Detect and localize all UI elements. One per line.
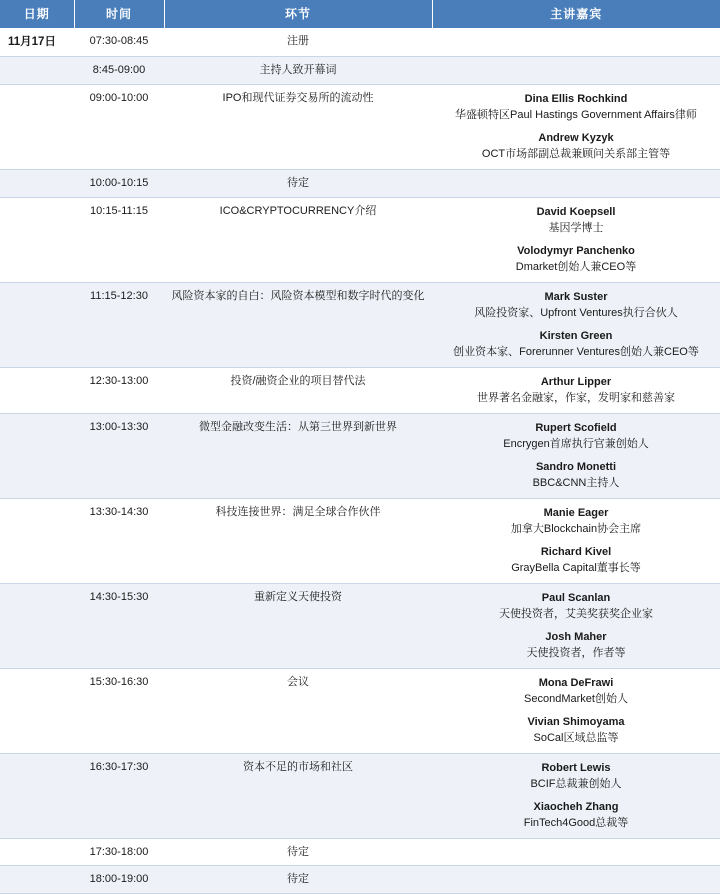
cell-session: ICO&CRYPTOCURRENCY介绍 — [164, 197, 432, 282]
cell-session: 待定 — [164, 838, 432, 866]
cell-date — [0, 583, 74, 668]
cell-time: 14:30-15:30 — [74, 583, 164, 668]
speaker-title: Encrygen首席执行官兼创始人 — [503, 438, 649, 451]
cell-speakers — [432, 866, 720, 894]
cell-time: 11:15-12:30 — [74, 282, 164, 367]
cell-time: 17:30-18:00 — [74, 838, 164, 866]
speaker-title: 基因学博士 — [548, 222, 604, 235]
cell-session: 待定 — [164, 866, 432, 894]
cell-session: IPO和现代证券交易所的流动性 — [164, 84, 432, 169]
speaker-entry — [436, 505, 716, 538]
speaker-name: Xiaocheh Zhang — [533, 800, 619, 813]
speaker-title: BCIF总裁兼创始人 — [530, 778, 622, 791]
speaker-title: 华盛顿特区Paul Hastings Government Affairs律师 — [455, 109, 697, 122]
table-row — [0, 197, 720, 282]
speaker-name: Arthur Lipper — [540, 375, 612, 388]
speaker-entry — [436, 799, 716, 832]
speaker-entry — [436, 675, 716, 708]
header-row — [0, 0, 720, 28]
speaker-name: Richard Kivel — [540, 545, 612, 558]
cell-speakers — [432, 413, 720, 498]
column-header-speaker: 主讲嘉宾 — [432, 0, 720, 28]
cell-date — [0, 367, 74, 413]
table-row — [0, 583, 720, 668]
cell-session: 注册 — [164, 28, 432, 56]
cell-time: 18:00-19:00 — [74, 866, 164, 894]
cell-session: 微型金融改变生活：从第三世界到新世界 — [164, 413, 432, 498]
speaker-title: 创业资本家、Forerunner Ventures创始人兼CEO等 — [453, 346, 699, 359]
speaker-entry — [436, 459, 716, 492]
cell-session: 风险资本家的自白：风险资本模型和数字时代的变化 — [164, 282, 432, 367]
table-row — [0, 28, 720, 56]
cell-speakers — [432, 753, 720, 838]
speaker-entry — [436, 130, 716, 163]
cell-time: 13:00-13:30 — [74, 413, 164, 498]
cell-speakers — [432, 583, 720, 668]
table-row — [0, 413, 720, 498]
cell-session: 重新定义天使投资 — [164, 583, 432, 668]
speaker-entry — [436, 629, 716, 662]
cell-session: 会议 — [164, 668, 432, 753]
cell-time: 8:45-09:00 — [74, 56, 164, 84]
cell-time: 07:30-08:45 — [74, 28, 164, 56]
cell-date — [0, 838, 74, 866]
speaker-entry — [436, 714, 716, 747]
cell-date — [0, 169, 74, 197]
cell-speakers — [432, 28, 720, 56]
column-header-time: 时间 — [74, 0, 164, 28]
speaker-entry — [436, 760, 716, 793]
cell-date — [0, 84, 74, 169]
table-row — [0, 282, 720, 367]
speaker-entry — [436, 420, 716, 453]
speaker-name: Dina Ellis Rochkind — [524, 92, 628, 105]
table-row — [0, 866, 720, 894]
speaker-name: Mona DeFrawi — [538, 676, 614, 689]
speaker-name: Paul Scanlan — [541, 591, 611, 604]
cell-time: 09:00-10:00 — [74, 84, 164, 169]
cell-speakers — [432, 838, 720, 866]
speaker-entry — [436, 328, 716, 361]
speaker-title: 天使投资者，作者等 — [526, 647, 626, 660]
table-row — [0, 498, 720, 583]
cell-time: 10:15-11:15 — [74, 197, 164, 282]
speaker-entry — [436, 289, 716, 322]
speaker-name: Mark Suster — [544, 290, 608, 303]
speaker-name: Rupert Scofield — [535, 421, 617, 434]
column-header-session: 环节 — [164, 0, 432, 28]
speaker-title: FinTech4Good总裁等 — [523, 817, 629, 830]
cell-speakers — [432, 498, 720, 583]
speaker-title: SoCal区域总监等 — [533, 732, 619, 745]
speaker-entry — [436, 204, 716, 237]
table-header — [0, 0, 720, 28]
table-row — [0, 367, 720, 413]
cell-speakers — [432, 668, 720, 753]
cell-session: 投资/融资企业的项目替代法 — [164, 367, 432, 413]
table-row — [0, 169, 720, 197]
cell-date: 11月17日 — [0, 28, 74, 56]
cell-date — [0, 753, 74, 838]
speaker-title: BBC&CNN主持人 — [532, 477, 620, 490]
cell-time: 16:30-17:30 — [74, 753, 164, 838]
cell-session: 资本不足的市场和社区 — [164, 753, 432, 838]
cell-speakers — [432, 169, 720, 197]
cell-session: 科技连接世界：满足全球合作伙伴 — [164, 498, 432, 583]
speaker-title: 加拿大Blockchain协会主席 — [510, 523, 642, 536]
table-row — [0, 753, 720, 838]
speaker-entry — [436, 374, 716, 407]
cell-speakers — [432, 56, 720, 84]
speaker-entry — [436, 590, 716, 623]
speaker-entry — [436, 243, 716, 276]
speaker-title: SecondMarket创始人 — [524, 693, 628, 706]
speaker-name: David Koepsell — [536, 205, 616, 218]
cell-speakers — [432, 84, 720, 169]
speaker-title: 天使投资者，艾美奖获奖企业家 — [499, 608, 653, 621]
table-row — [0, 668, 720, 753]
speaker-entry — [436, 91, 716, 124]
cell-speakers — [432, 197, 720, 282]
cell-time: 10:00-10:15 — [74, 169, 164, 197]
cell-speakers — [432, 282, 720, 367]
speaker-title: Dmarket创始人兼CEO等 — [515, 261, 637, 274]
cell-date — [0, 413, 74, 498]
speaker-name: Vivian Shimoyama — [527, 715, 625, 728]
speaker-name: Volodymyr Panchenko — [517, 244, 635, 257]
speaker-title: OCT市场部副总裁兼顾问关系部主管等 — [481, 148, 671, 161]
table-row — [0, 838, 720, 866]
speaker-name: Manie Eager — [543, 506, 609, 519]
speaker-name: Andrew Kyzyk — [538, 131, 614, 144]
speaker-name: Kirsten Green — [539, 329, 613, 342]
cell-date — [0, 56, 74, 84]
speaker-title: 风险投资家、Upfront Ventures执行合伙人 — [474, 307, 678, 320]
table-row — [0, 84, 720, 169]
table-body — [0, 28, 720, 894]
table-row — [0, 56, 720, 84]
cell-date — [0, 197, 74, 282]
cell-time: 13:30-14:30 — [74, 498, 164, 583]
cell-session: 主持人致开幕词 — [164, 56, 432, 84]
cell-speakers — [432, 367, 720, 413]
cell-date — [0, 498, 74, 583]
speaker-name: Robert Lewis — [541, 761, 611, 774]
column-header-date: 日期 — [0, 0, 74, 28]
speaker-name: Sandro Monetti — [535, 460, 617, 473]
speaker-entry — [436, 544, 716, 577]
cell-time: 12:30-13:00 — [74, 367, 164, 413]
speaker-title: 世界著名金融家，作家，发明家和慈善家 — [477, 392, 675, 405]
cell-session: 待定 — [164, 169, 432, 197]
cell-date — [0, 866, 74, 894]
cell-time: 15:30-16:30 — [74, 668, 164, 753]
cell-date — [0, 668, 74, 753]
speaker-name: Josh Maher — [545, 630, 607, 643]
cell-date — [0, 282, 74, 367]
speaker-title: GrayBella Capital董事长等 — [511, 562, 641, 575]
